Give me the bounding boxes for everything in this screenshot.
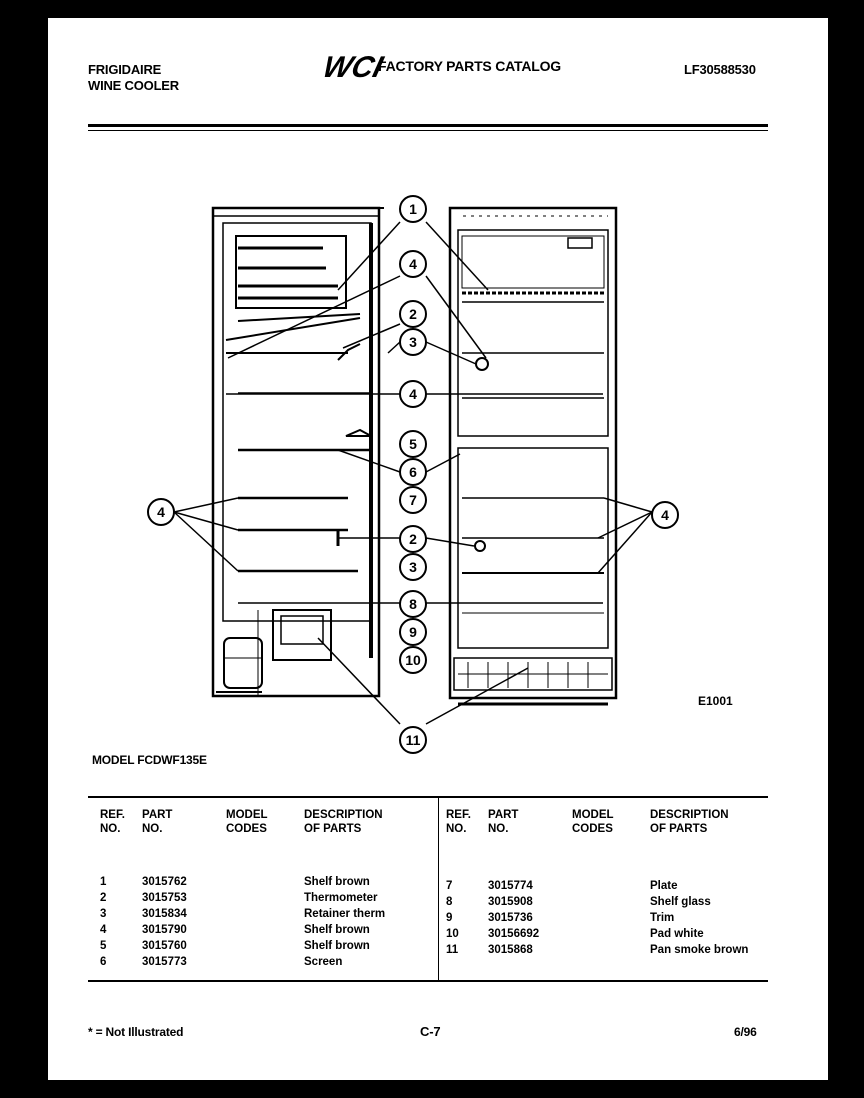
table-bottom-rule bbox=[88, 980, 768, 982]
table-top-rule bbox=[88, 796, 768, 798]
product-name: WINE COOLER bbox=[88, 78, 179, 93]
footnote: * = Not Illustrated bbox=[88, 1025, 184, 1039]
svg-text:4: 4 bbox=[661, 507, 669, 523]
table-row: 3 3015834 Retainer therm bbox=[100, 908, 386, 920]
svg-text:11: 11 bbox=[405, 732, 421, 748]
exploded-view-diagram bbox=[48, 18, 828, 758]
svg-text:7: 7 bbox=[409, 492, 417, 508]
svg-text:4: 4 bbox=[409, 386, 417, 402]
svg-text:3: 3 bbox=[409, 559, 417, 575]
table-row: 11 3015868 Pan smoke brown bbox=[446, 944, 749, 956]
table-row: 6 3015773 Screen bbox=[100, 956, 343, 968]
table-row: 10 30156692 Pad white bbox=[446, 928, 704, 940]
table-row: 8 3015908 Shelf glass bbox=[446, 896, 711, 908]
svg-text:4: 4 bbox=[157, 504, 165, 520]
table-row: 7 3015774 Plate bbox=[446, 880, 678, 892]
parts-table-left bbox=[100, 808, 428, 970]
svg-text:10: 10 bbox=[405, 652, 421, 668]
catalog-title: FACTORY PARTS CATALOG bbox=[378, 58, 561, 74]
svg-text:2: 2 bbox=[409, 306, 417, 322]
table-row: 1 3015762 Shelf brown bbox=[100, 876, 370, 888]
svg-text:2: 2 bbox=[409, 531, 417, 547]
svg-text:8: 8 bbox=[409, 596, 417, 612]
door-front-view bbox=[450, 208, 616, 704]
svg-text:5: 5 bbox=[409, 436, 417, 452]
catalog-page bbox=[48, 18, 828, 1080]
svg-text:6: 6 bbox=[409, 464, 417, 480]
model-number: MODEL FCDWF135E bbox=[92, 753, 207, 767]
date-code: 6/96 bbox=[734, 1025, 757, 1039]
table-header: REF. NO. PART NO. MODEL CODES DESCRIPTION OF PARTS bbox=[446, 809, 729, 835]
brand-name: FRIGIDAIRE bbox=[88, 62, 162, 77]
table-header: REF. NO. PART NO. MODEL CODES DESCRIPTION OF PARTS bbox=[100, 809, 383, 835]
logo-text: WCI bbox=[319, 50, 387, 84]
parts-table-right bbox=[446, 808, 780, 958]
table-row: 5 3015760 Shelf brown bbox=[100, 940, 370, 952]
page-number: C-7 bbox=[420, 1024, 441, 1039]
table-divider bbox=[438, 798, 439, 980]
svg-text:1: 1 bbox=[409, 201, 417, 217]
cabinet-open-view bbox=[213, 208, 384, 696]
figure-id: E1001 bbox=[698, 694, 733, 708]
table-row: 2 3015753 Thermometer bbox=[100, 892, 378, 904]
table-row: 9 3015736 Trim bbox=[446, 912, 675, 924]
svg-text:9: 9 bbox=[409, 624, 417, 640]
svg-text:3: 3 bbox=[409, 334, 417, 350]
svg-text:4: 4 bbox=[409, 256, 417, 272]
catalog-number: LF30588530 bbox=[684, 62, 756, 77]
table-row: 4 3015790 Shelf brown bbox=[100, 924, 370, 936]
